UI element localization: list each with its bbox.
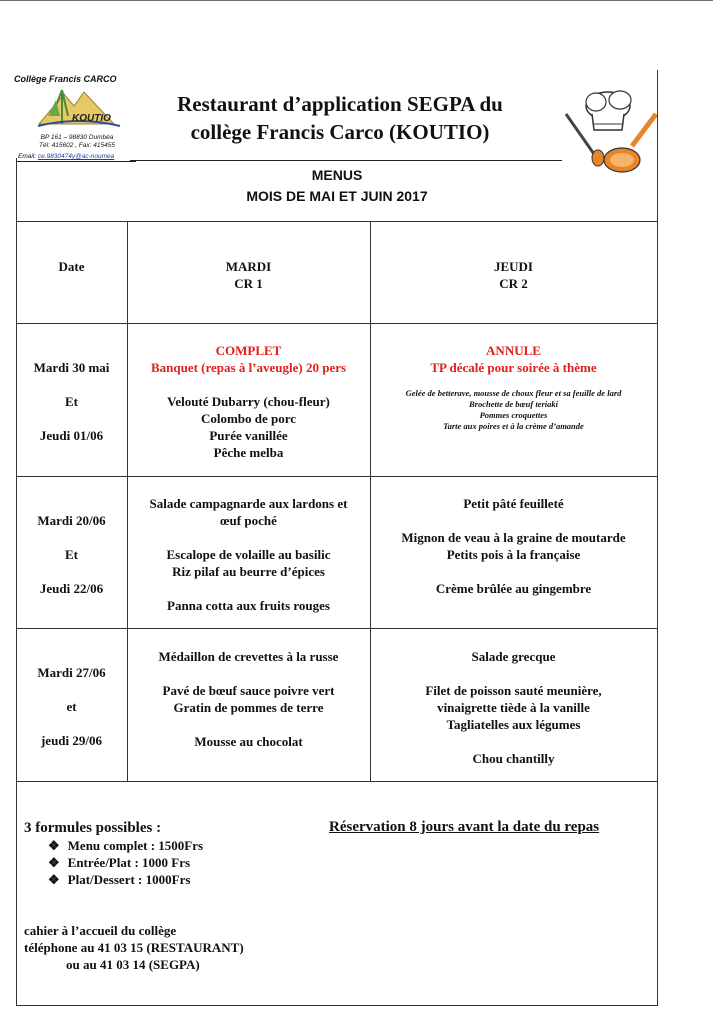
school-address: BP 161 – 98830 Dumbéa [40,134,114,141]
row-2-date-a: Mardi 20/06 [37,513,106,528]
frame-bottom [16,1005,658,1006]
row-2-jeudi-item: Mignon de veau à la graine de moutarde [401,530,626,545]
row-3-mardi-menu [127,648,370,750]
row-3-jeudi-item: vinaigrette tiède à la vanille [437,700,590,715]
koutio-logo [34,86,124,132]
row-1-dates [16,359,127,444]
menus-banner [16,165,658,207]
row-2-jeudi-item: Petits pois à la française [446,547,581,562]
contact-line: téléphone au 41 03 15 (RESTAURANT) [24,940,244,955]
header-jeudi [370,258,657,292]
row-3-date-a: Mardi 27/06 [37,665,106,680]
header-jeudi-day: JEUDI [493,259,533,274]
formula-item: ❖ Menu complet : 1500Frs [48,838,204,853]
page-title [140,90,540,146]
row-3-jeudi-item: Salade grecque [471,649,556,664]
row-3-mardi-item: Pavé de bœuf sauce poivre vert [162,683,335,698]
row-1-mardi-item: Velouté Dubarry (chou-fleur) [167,394,330,409]
logo-brand: KOUTIO [72,113,111,124]
row-1-date-b: Jeudi 01/06 [39,428,104,443]
header-mardi [127,258,370,292]
row-2-date-b: Jeudi 22/06 [39,581,104,596]
school-phone-fax: Tél: 415602 , Fax: 415455 [39,142,115,149]
school-email [18,153,114,160]
row-2-mardi-menu [127,495,370,614]
row-2-mardi-item: Riz pilaf au beurre d’épices [172,564,325,579]
formula-item: ❖ Entrée/Plat : 1000 Frs [48,855,191,870]
frame-right [657,70,658,1006]
row-1-date-a: Mardi 30 mai [33,360,110,375]
email-link[interactable]: ce.9830474y@ac-noumea [37,153,115,160]
contact-info [24,922,244,973]
banner-line-1: MENUS [311,167,363,183]
row-1-jeudi-item: Pommes croquettes [479,410,548,420]
title-line-2: collège Francis Carco (KOUTIO) [190,120,490,144]
formulas-title: 3 formules possibles : [24,820,162,836]
row-3-jeudi-item: Tagliatelles aux légumes [446,717,581,732]
diamond-bullet-icon: ❖ [48,872,60,887]
diamond-bullet-icon: ❖ [48,838,60,853]
row-1-mardi-item: Purée vanillée [209,428,288,443]
contact-line: ou au 41 03 14 (SEGPA) [66,957,200,972]
row-2-jeudi-menu [370,495,657,597]
row-2-mardi-item: Escalope de volaille au basilic [166,547,331,562]
title-line-1: Restaurant d’application SEGPA du [177,92,503,116]
row-1-jeudi-menu [370,342,657,432]
row-1-jeudi-item: Gelée de betterave, mousse de choux fleur et sa feuille de lard [405,388,622,398]
logo-rule [16,161,136,162]
row-3-jeudi-menu [370,648,657,767]
row-1-mardi-status: COMPLET [215,343,282,358]
school-address-block [18,134,136,150]
row-3-dates [16,664,127,749]
row-1-jeudi-note: TP décalé pour soirée à thème [430,360,597,375]
row-1-jeudi-item: Brochette de bœuf teriaki [468,399,558,409]
row-rule-3 [16,628,658,629]
row-2-mardi-item: œuf poché [220,513,277,528]
row-3-jeudi-item: Chou chantilly [472,751,555,766]
title-rule [130,160,562,161]
contact-line: cahier à l’accueil du collège [24,923,177,938]
row-2-mardi-item: Panna cotta aux fruits rouges [167,598,330,613]
row-1-mardi-item: Pêche melba [213,445,284,460]
row-3-mardi-item: Médaillon de crevettes à la russe [158,649,339,664]
row-rule-2 [16,476,658,477]
row-1-mardi-item: Colombo de porc [200,411,297,426]
banner-line-2: MOIS DE MAI ET JUIN 2017 [246,188,428,204]
page-top-rule [0,0,713,1]
diamond-bullet-icon: ❖ [48,855,60,870]
row-1-jeudi-item: Tarte aux poires et à la crème d’amande [443,421,584,431]
row-rule-1 [16,323,658,324]
row-1-mardi-note: Banquet (repas à l’aveugle) 20 pers [150,360,347,375]
email-label: Email: [18,153,37,160]
row-2-jeudi-item: Crème brûlée au gingembre [435,581,592,596]
header-mardi-day: MARDI [225,259,272,274]
header-jeudi-code: CR 2 [499,276,528,291]
header-date: Date [58,259,85,274]
row-3-date-join: et [66,699,77,714]
row-2-mardi-item: Salade campagnarde aux lardons et [149,496,348,511]
formulas-list [48,837,211,888]
row-3-mardi-item: Mousse au chocolat [194,734,303,749]
row-2-jeudi-item: Petit pâté feuilleté [463,496,564,511]
school-name: Collège Francis CARCO [14,74,117,84]
formula-item: ❖ Plat/Dessert : 1000Frs [48,872,191,887]
reservation-notice: Réservation 8 jours avant la date du repas [329,819,600,835]
row-1-mardi-menu [127,342,370,461]
header-mardi-code: CR 1 [234,276,263,291]
row-3-date-b: jeudi 29/06 [40,733,103,748]
row-2-dates [16,512,127,597]
row-1-date-join: Et [65,394,78,409]
row-rule-4 [16,781,658,782]
row-2-date-join: Et [65,547,78,562]
row-3-mardi-item: Gratin de pommes de terre [173,700,324,715]
row-1-jeudi-status: ANNULE [486,343,541,358]
row-3-jeudi-item: Filet de poisson sauté meunière, [425,683,602,698]
row-rule-header [16,221,658,222]
